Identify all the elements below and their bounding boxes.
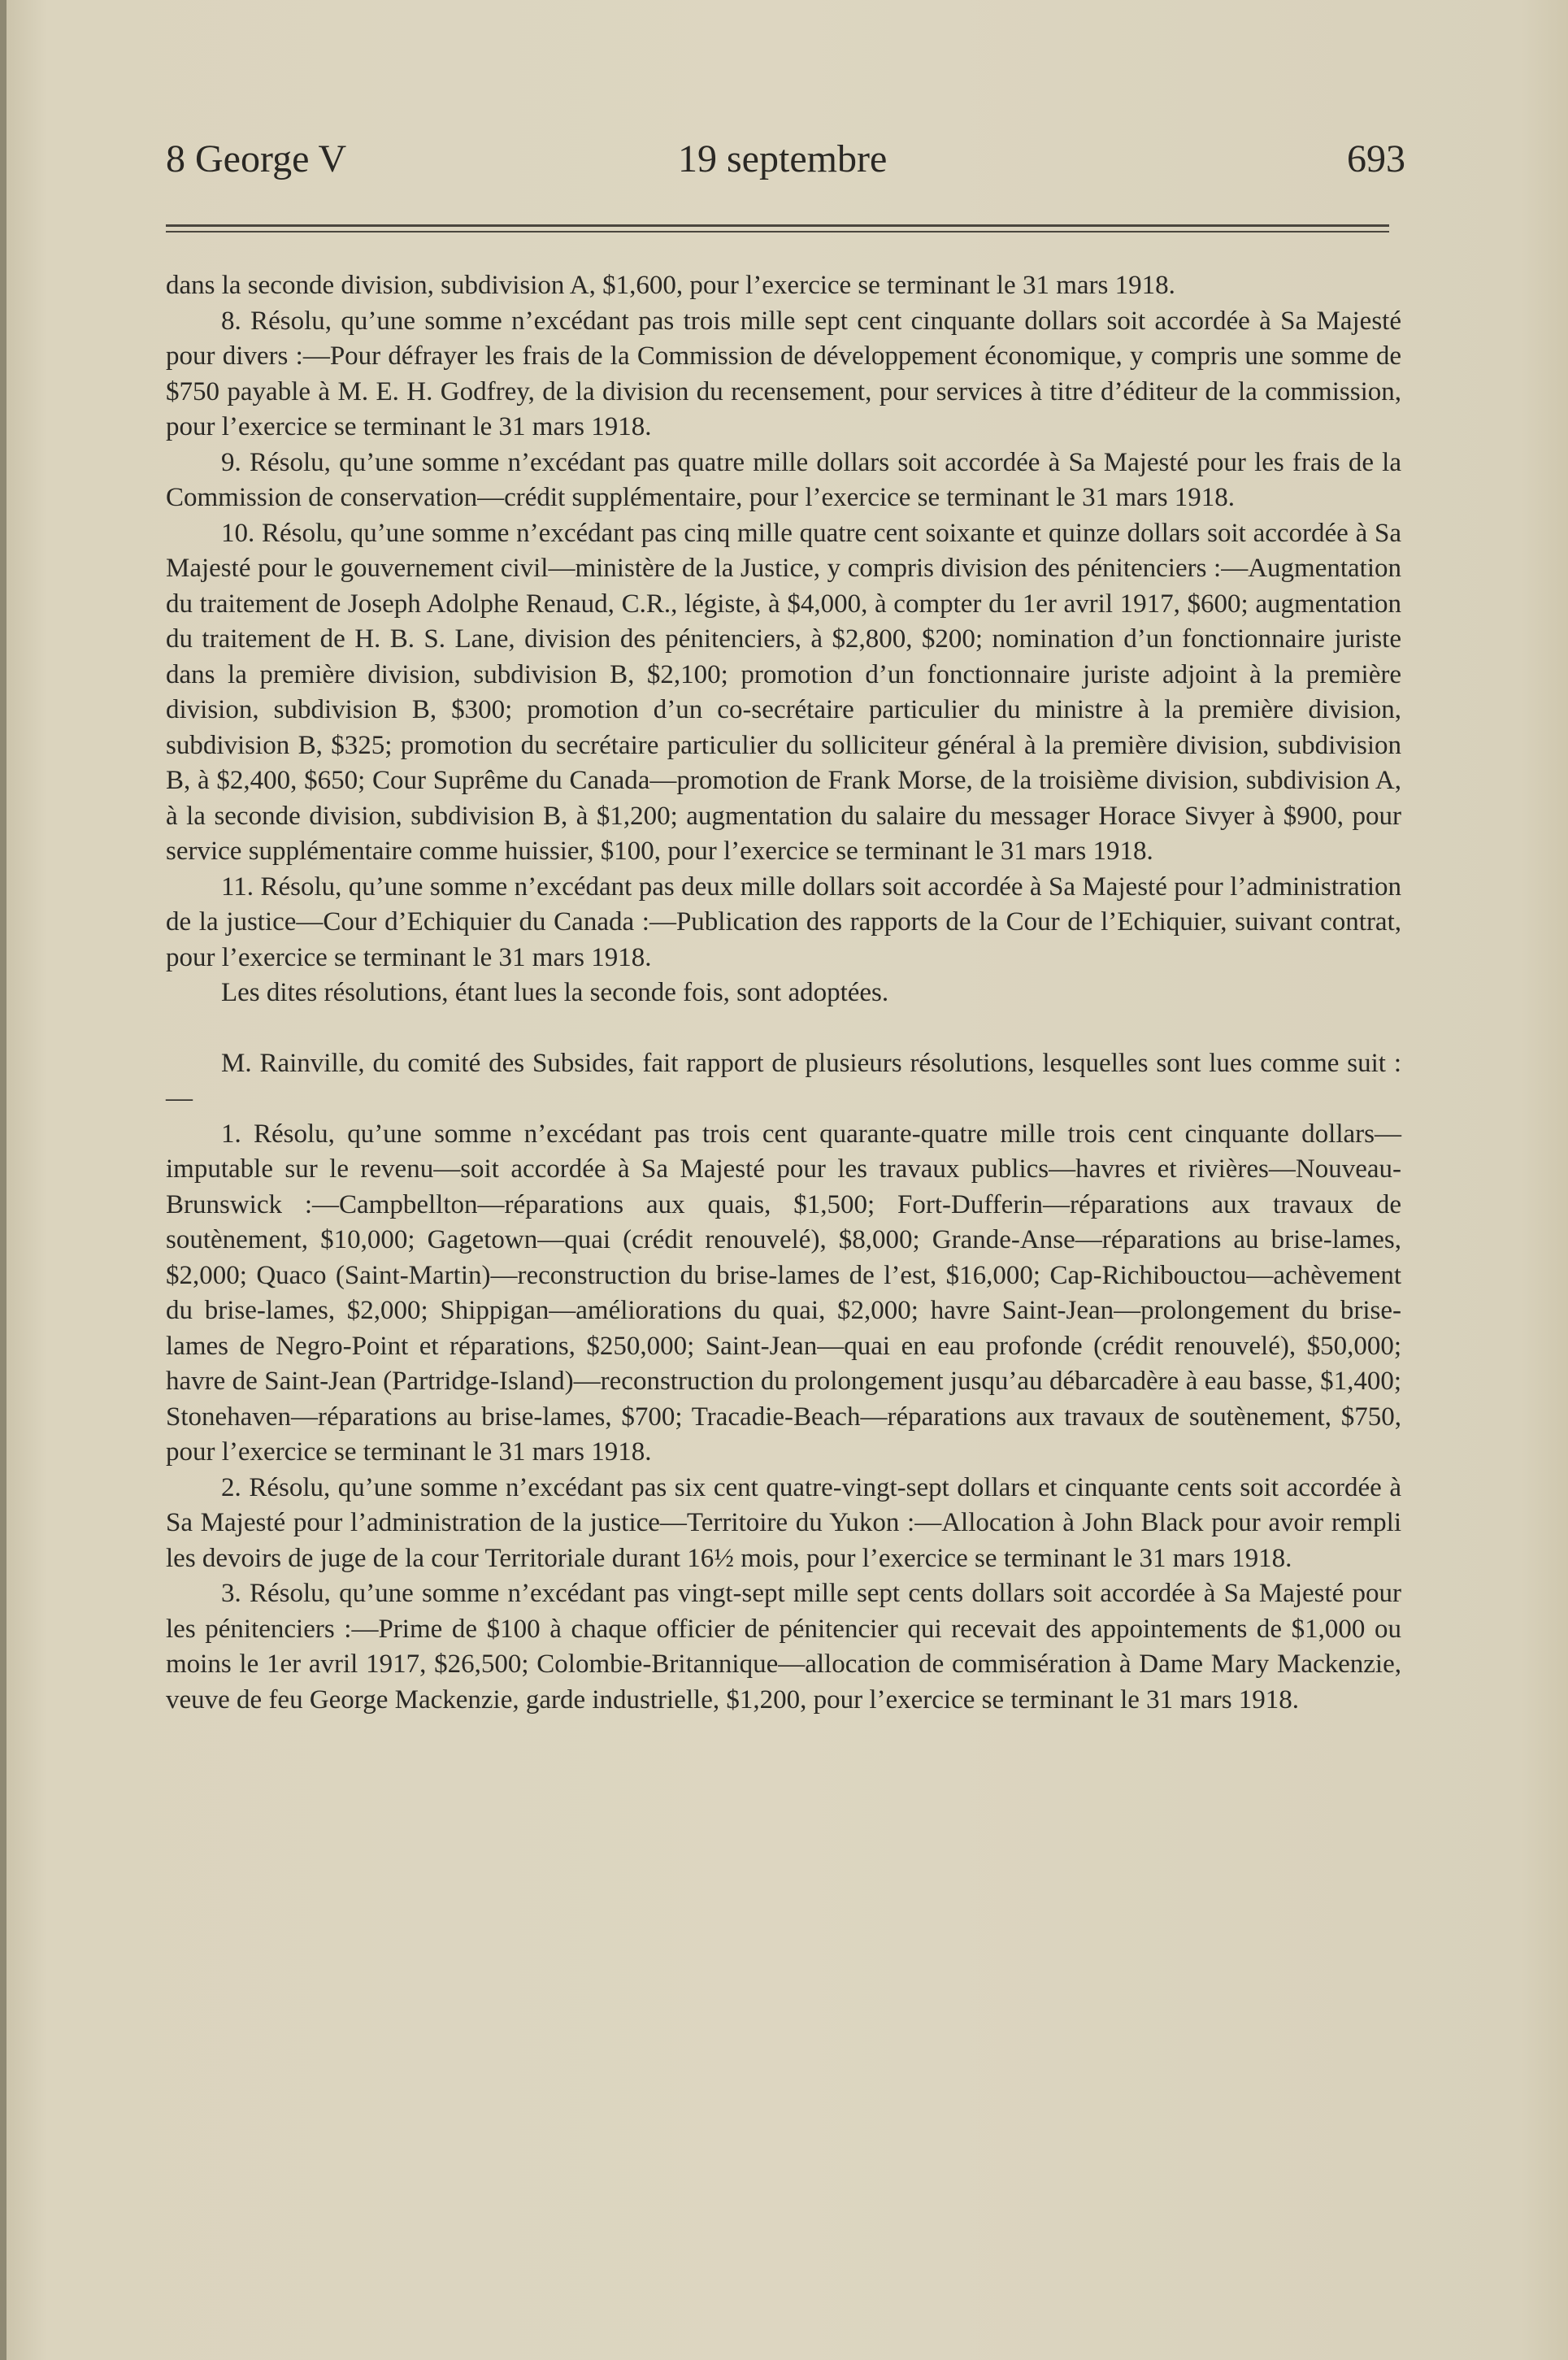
paragraph-continuation: dans la seconde division, subdivision A, $1,600, pour l’exercice se terminant le 31 mars 1918. xyxy=(166,271,1175,300)
paragraph-resolution-3: 3. Résolu, qu’une somme n’excédant pas vingt-sept mille sept cents dollars soit accordée à Sa Majesté pour les pénitenciers :—Prime de $100 à chaque officier de pénitencier qui recevait des appointements de $1,000 ou moins le 1er avril 1917, $26,500; Colombie-Britannique—allocation de commisération à Dame Mary Mackenzie, veuve de feu George Mackenzie, garde industrielle, $1,200, pour l’exercice se terminant le 31 mars 1918. xyxy=(166,1579,1401,1715)
paragraph-resolution-1: 1. Résolu, qu’une somme n’excédant pas trois cent quarante-quatre mille trois cent cinquante dollars—imputable sur le revenu—soit accordée à Sa Majesté pour les travaux publics—havres et rivières—Nouveau-Brunswick :—Campbellton—réparations aux quais, $1,500; Fort-Dufferin—réparations aux travaux de soutènement, $10,000; Gagetown—quai (crédit renouvelé), $8,000; Grande-Anse—réparations au brise-lames, $2,000; Quaco (Saint-Martin)—reconstruction du brise-lames de l’est, $16,000; Cap-Richibouctou—achèvement du brise-lames, $2,000; Shippigan—améliorations du quai, $2,000; havre Saint-Jean—prolongement du brise-lames de Negro-Point et réparations, $250,000; Saint-Jean—quai en eau profonde (crédit renouvelé), $50,000; havre de Saint-Jean (Partridge-Island)—reconstruction du prolongement jusqu’au débarcadère à eau basse, $1,400; Stonehaven—réparations au brise-lames, $700; Tracadie-Beach—réparations aux travaux de soutènement, $750, pour l’exercice se terminant le 31 mars 1918. xyxy=(166,1119,1401,1467)
body-text xyxy=(166,268,1401,1718)
page-edge xyxy=(0,0,7,2360)
header-rule-top xyxy=(166,224,1389,227)
header-date: 19 septembre xyxy=(678,137,888,180)
paragraph-resolution-10: 10. Résolu, qu’une somme n’excédant pas cinq mille quatre cent soixante et quinze dollars soit accordée à Sa Majesté pour le gouvernement civil—ministère de la Justice, y compris division des pénitenciers :—Augmentation du traitement de Joseph Adolphe Renaud, C.R., légiste, à $4,000, à compter du 1er avril 1917, $600; augmentation du traitement de H. B. S. Lane, division des pénitenciers, à $2,800, $200; nomination d’un fonctionnaire juriste dans la première division, subdivision B, $2,100; promotion d’un fonctionnaire juriste adjoint à la première division, subdivision B, $300; promotion d’un co-secrétaire particulier du ministre à la première division, subdivision B, $325; promotion du secrétaire particulier du solliciteur général à la première division, subdivision B, à $2,400, $650; Cour Suprême du Canada—promotion de Frank Morse, de la troisième division, subdivision A, à la seconde division, subdivision B, à $1,200; augmentation du salaire du messager Horace Sivyer à $900, pour service supplémentaire comme huissier, $100, pour l’exercice se terminant le 31 mars 1918. xyxy=(166,518,1401,866)
paragraph-report-intro: M. Rainville, du comité des Subsides, fait rapport de plusieurs résolutions, lesquelles sont lues comme suit :— xyxy=(166,1048,1401,1113)
paragraph-resolution-8: 8. Résolu, qu’une somme n’excédant pas trois mille sept cent cinquante dollars soit accordée à Sa Majesté pour divers :—Pour défrayer les frais de la Commission de développement économique, y compris une somme de $750 payable à M. E. H. Godfrey, de la division du recensement, pour services à titre d’éditeur de la commission, pour l’exercice se terminant le 31 mars 1918. xyxy=(166,306,1401,441)
paragraph-resolution-2: 2. Résolu, qu’une somme n’excédant pas six cent quatre-vingt-sept dollars et cinquante cents soit accordée à Sa Majesté pour l’administration de la justice—Territoire du Yukon :—Allocation à John Black pour avoir rempli les devoirs de juge de la cour Territoriale durant 16½ mois, pour l’exercice se terminant le 31 mars 1918. xyxy=(166,1472,1401,1573)
paragraph-adopted: Les dites résolutions, étant lues la seconde fois, sont adoptées. xyxy=(221,978,889,1007)
paragraph-resolution-11: 11. Résolu, qu’une somme n’excédant pas deux mille dollars soit accordée à Sa Majesté pour l’administration de la justice—Cour d’Echiquier du Canada :—Publication des rapports de la Cour de l’Echiquier, suivant contrat, pour l’exercice se terminant le 31 mars 1918. xyxy=(166,871,1401,972)
running-header xyxy=(166,137,1405,193)
header-regnal-year: 8 George V xyxy=(166,137,347,180)
header-rule-bottom xyxy=(166,231,1389,233)
paragraph-resolution-9: 9. Résolu, qu’une somme n’excédant pas quatre mille dollars soit accordée à Sa Majesté pour les frais de la Commission de conservation—crédit supplémentaire, pour l’exercice se terminant le 31 mars 1918. xyxy=(166,447,1401,512)
page-number: 693 xyxy=(1347,137,1405,180)
